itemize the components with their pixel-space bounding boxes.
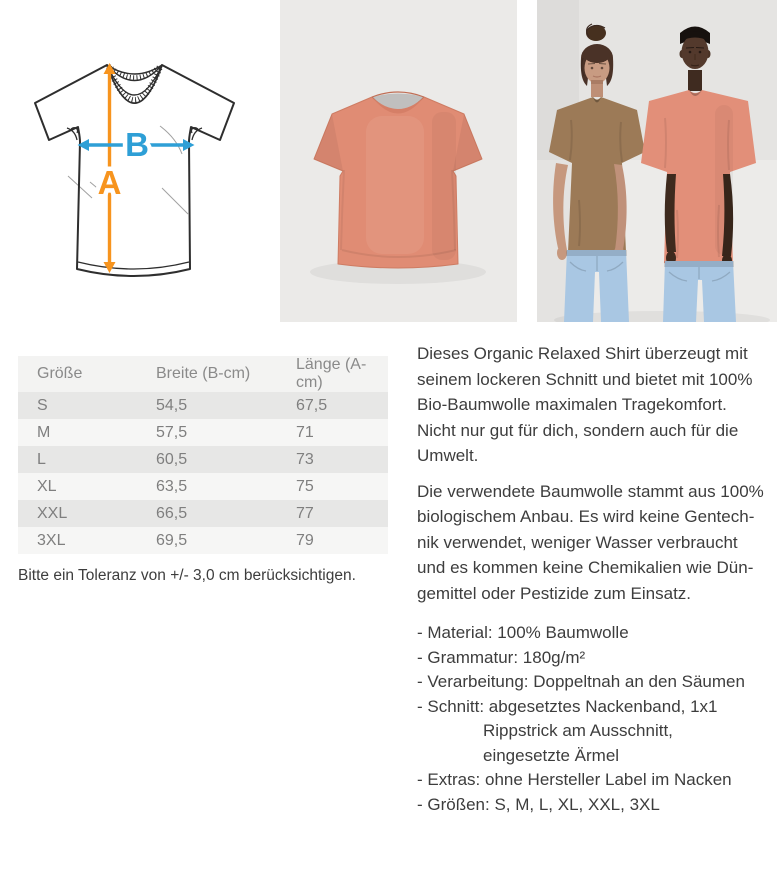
description-line: Dieses Organic Relaxed Shirt überzeugt mit <box>417 344 748 363</box>
spec-line-grammatur: - Grammatur: 180g/m² <box>417 647 586 667</box>
tshirt-measurement-drawing <box>10 8 250 313</box>
breite-cell: 60,5 <box>156 450 188 468</box>
tolerance-note: Bitte ein Toleranz von +/- 3,0 cm berücksichtigen. <box>18 567 356 584</box>
laenge-cell: 75 <box>296 477 314 495</box>
size-cell: 3XL <box>37 531 66 549</box>
description-line: Nicht nur gut für dich, sondern auch für die <box>417 420 739 440</box>
product-photo <box>280 0 517 322</box>
size-cell: XL <box>37 477 57 495</box>
product-description <box>417 341 773 817</box>
size-row-m <box>18 419 388 446</box>
spec-line-extras: - Extras: ohne Hersteller Label im Nacken <box>417 770 732 789</box>
spec-line-material: - Material: 100% Baumwolle <box>417 623 629 642</box>
description-line: nik verwendet, weniger Wasser verbraucht <box>417 532 738 552</box>
description-line: gemittel oder Pestizide zum Einsatz. <box>417 583 692 603</box>
models-illustration <box>537 0 777 322</box>
models-photo <box>537 0 777 322</box>
spec-line-schnitt: - Schnitt: abgesetztes Nackenband, 1x1 <box>417 696 718 716</box>
column-header-groesse: Größe <box>18 356 137 392</box>
description-paragraph-2 <box>417 479 773 607</box>
size-row-xl <box>18 473 388 500</box>
breite-cell: 69,5 <box>156 531 188 549</box>
breite-cell: 66,5 <box>156 504 188 522</box>
size-cell: L <box>37 450 46 468</box>
laenge-cell: 73 <box>296 450 314 468</box>
description-line: Bio-Baumwolle maximalen Tragekomfort. <box>417 395 727 414</box>
size-cell: XXL <box>37 504 68 522</box>
spec-line-schnitt-cont: Rippstrick am Ausschnitt, <box>483 721 673 740</box>
size-row-xxl <box>18 500 388 527</box>
breite-cell: 63,5 <box>156 477 188 495</box>
measurement-label-a: A <box>97 164 122 201</box>
spec-line-schnitt-cont: eingesetzte Ärmel <box>483 745 620 765</box>
measurement-label-b: B <box>125 126 149 163</box>
description-line: seinem lockeren Schnitt und bietet mit 100% <box>417 369 753 389</box>
column-header-breite: Breite (B-cm) <box>137 356 277 392</box>
description-line: biologischem Anbau. Es wird keine Gentech- <box>417 507 755 526</box>
column-header-laenge: Länge (A-cm) <box>277 356 388 392</box>
size-cell: S <box>37 396 48 414</box>
size-row-l <box>18 446 388 473</box>
description-line: Umwelt. <box>417 446 479 465</box>
laenge-cell: 67,5 <box>296 396 328 414</box>
laenge-cell: 79 <box>296 531 314 549</box>
size-row-s <box>18 392 388 419</box>
spec-list <box>417 621 773 817</box>
description-paragraph-1 <box>417 341 773 469</box>
laenge-cell: 77 <box>296 504 314 522</box>
breite-cell: 57,5 <box>156 423 188 441</box>
description-line: Die verwendete Baumwolle stammt aus 100% <box>417 481 764 501</box>
laenge-cell: 71 <box>296 423 314 441</box>
size-table-header-row <box>18 356 388 392</box>
spec-line-verarbeitung: - Verarbeitung: Doppeltnah an den Säumen <box>417 672 745 691</box>
size-cell: M <box>37 423 51 441</box>
breite-cell: 54,5 <box>156 396 188 414</box>
coral-tshirt-photo <box>280 0 517 322</box>
size-diagram-image <box>10 8 250 313</box>
description-line: und es kommen keine Chemikalien wie Dün- <box>417 558 754 577</box>
spec-line-groessen: - Größen: S, M, L, XL, XXL, 3XL <box>417 794 660 814</box>
size-row-3xl <box>18 527 388 554</box>
size-chart-table <box>18 356 388 554</box>
